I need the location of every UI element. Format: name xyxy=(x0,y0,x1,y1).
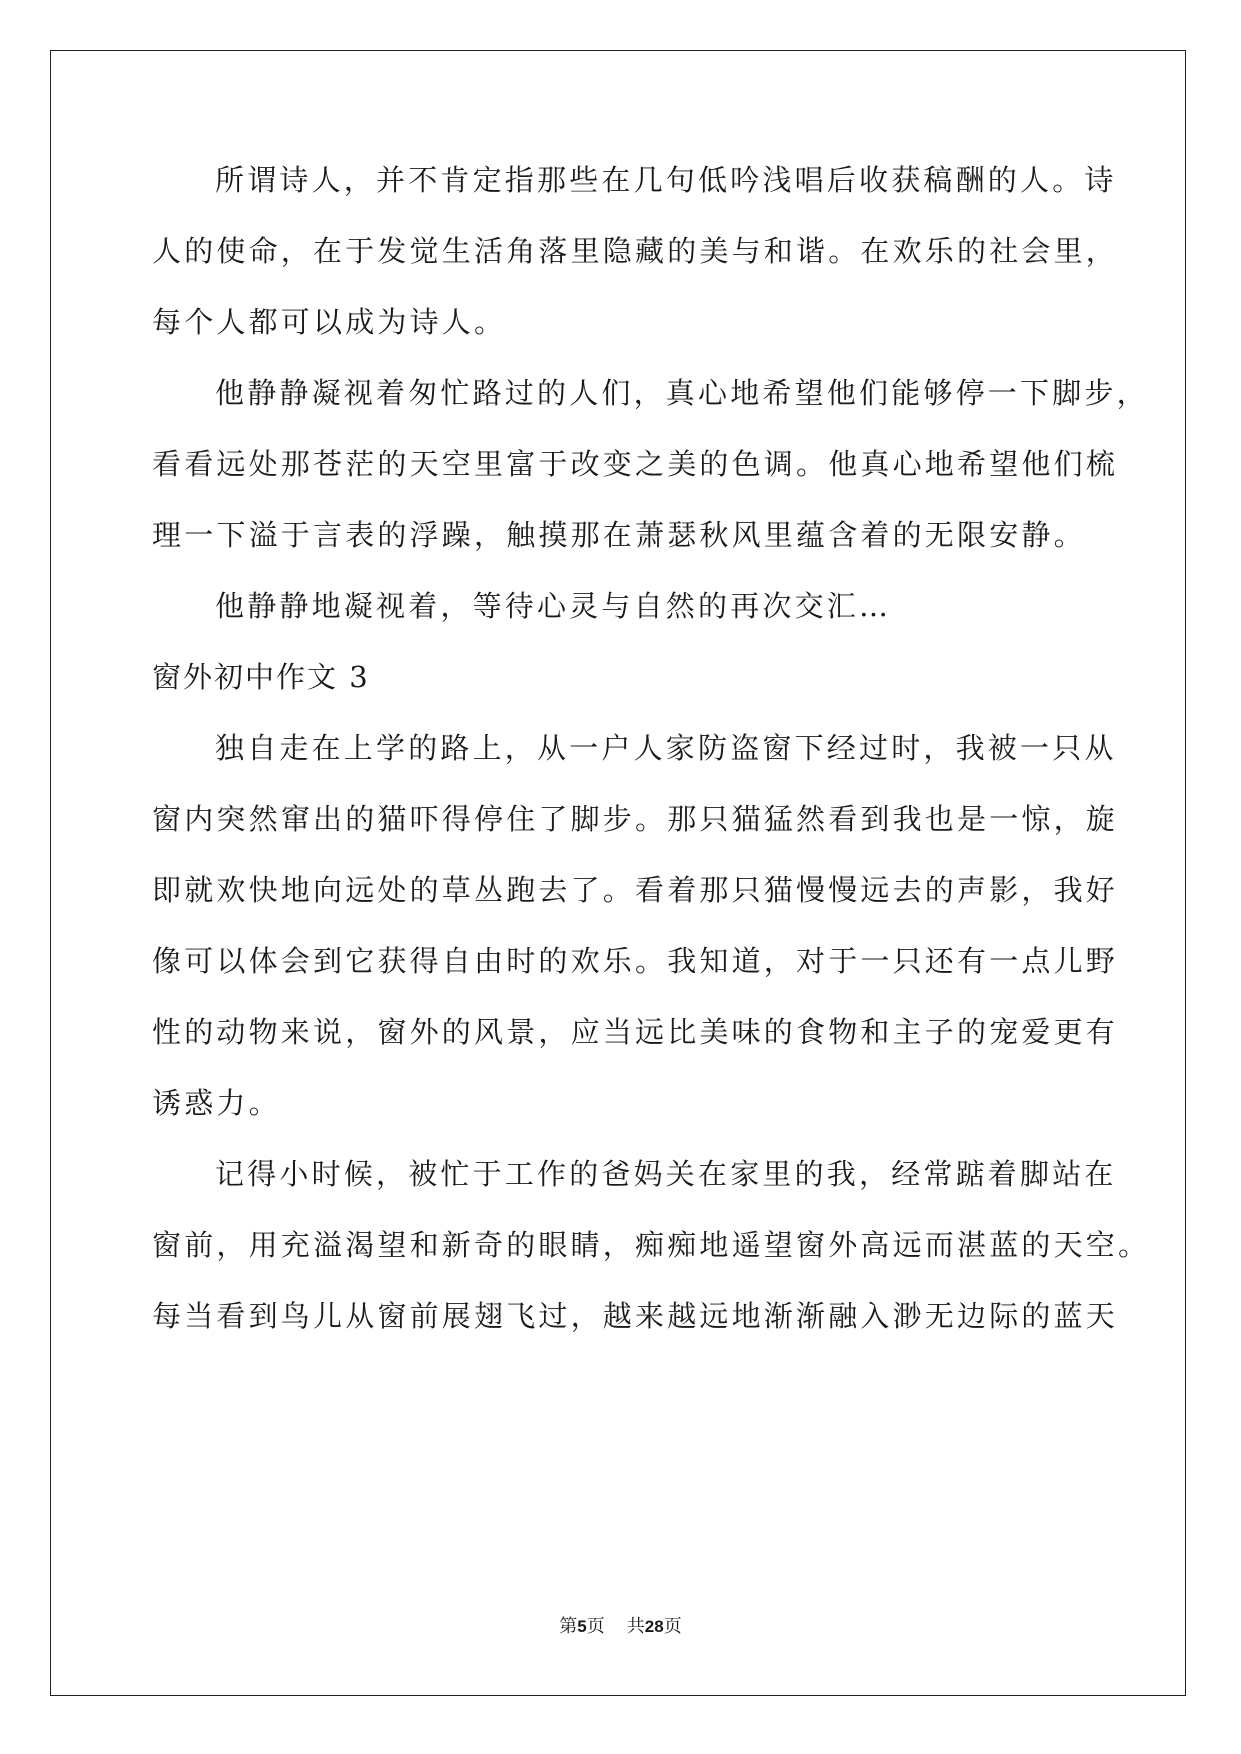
paragraph-line: 窗前，用充溢渴望和新奇的眼睛，痴痴地遥望窗外高远而湛蓝的天空。 xyxy=(152,1228,1151,1262)
total-pages: 28 xyxy=(644,1617,664,1636)
section-heading: 窗外初中作文 3 xyxy=(152,660,370,694)
page-footer xyxy=(0,1615,1241,1639)
paragraph-line: 理一下溢于言表的浮躁，触摸那在萧瑟秋风里蕴含着的无限安静。 xyxy=(152,518,1086,552)
page-number: 5 xyxy=(577,1617,587,1636)
paragraph-line: 所谓诗人，并不肯定指那些在几句低吟浅唱后收获稿酬的人。诗 xyxy=(215,163,1117,197)
paragraph-line: 像可以体会到它获得自由时的欢乐。我知道，对于一只还有一点儿野 xyxy=(152,944,1119,978)
paragraph-line: 性的动物来说，窗外的风景，应当远比美味的食物和主子的宠爱更有 xyxy=(152,1015,1119,1049)
paragraph-line: 每个人都可以成为诗人。 xyxy=(152,305,507,339)
paragraph-line: 窗内突然窜出的猫吓得停住了脚步。那只猫猛然看到我也是一惊，旋 xyxy=(152,802,1119,836)
paragraph-line: 每当看到鸟儿从窗前展翅飞过，越来越远地渐渐融入渺无边际的蓝天 xyxy=(152,1299,1119,1333)
paragraph-line: 独自走在上学的路上，从一户人家防盗窗下经过时，我被一只从 xyxy=(215,731,1117,765)
page-prefix: 第 xyxy=(559,1616,578,1637)
paragraph-line: 记得小时候，被忙于工作的爸妈关在家里的我，经常踮着脚站在 xyxy=(215,1157,1117,1191)
total-suffix: 页 xyxy=(663,1616,682,1637)
paragraph-line: 即就欢快地向远处的草丛跑去了。看着那只猫慢慢远去的声影，我好 xyxy=(152,873,1119,907)
paragraph-line: 他静静凝视着匆忙路过的人们，真心地希望他们能够停一下脚步， xyxy=(215,376,1149,410)
paragraph-line: 看看远处那苍茫的天空里富于改变之美的色调。他真心地希望他们梳 xyxy=(152,447,1119,481)
paragraph-line: 人的使命，在于发觉生活角落里隐藏的美与和谐。在欢乐的社会里， xyxy=(152,234,1119,268)
paragraph-line: 诱惑力。 xyxy=(152,1086,281,1120)
page-suffix: 页 xyxy=(586,1616,605,1637)
total-prefix: 共 xyxy=(626,1616,645,1637)
paragraph-line: 他静静地凝视着，等待心灵与自然的再次交汇… xyxy=(215,589,892,623)
